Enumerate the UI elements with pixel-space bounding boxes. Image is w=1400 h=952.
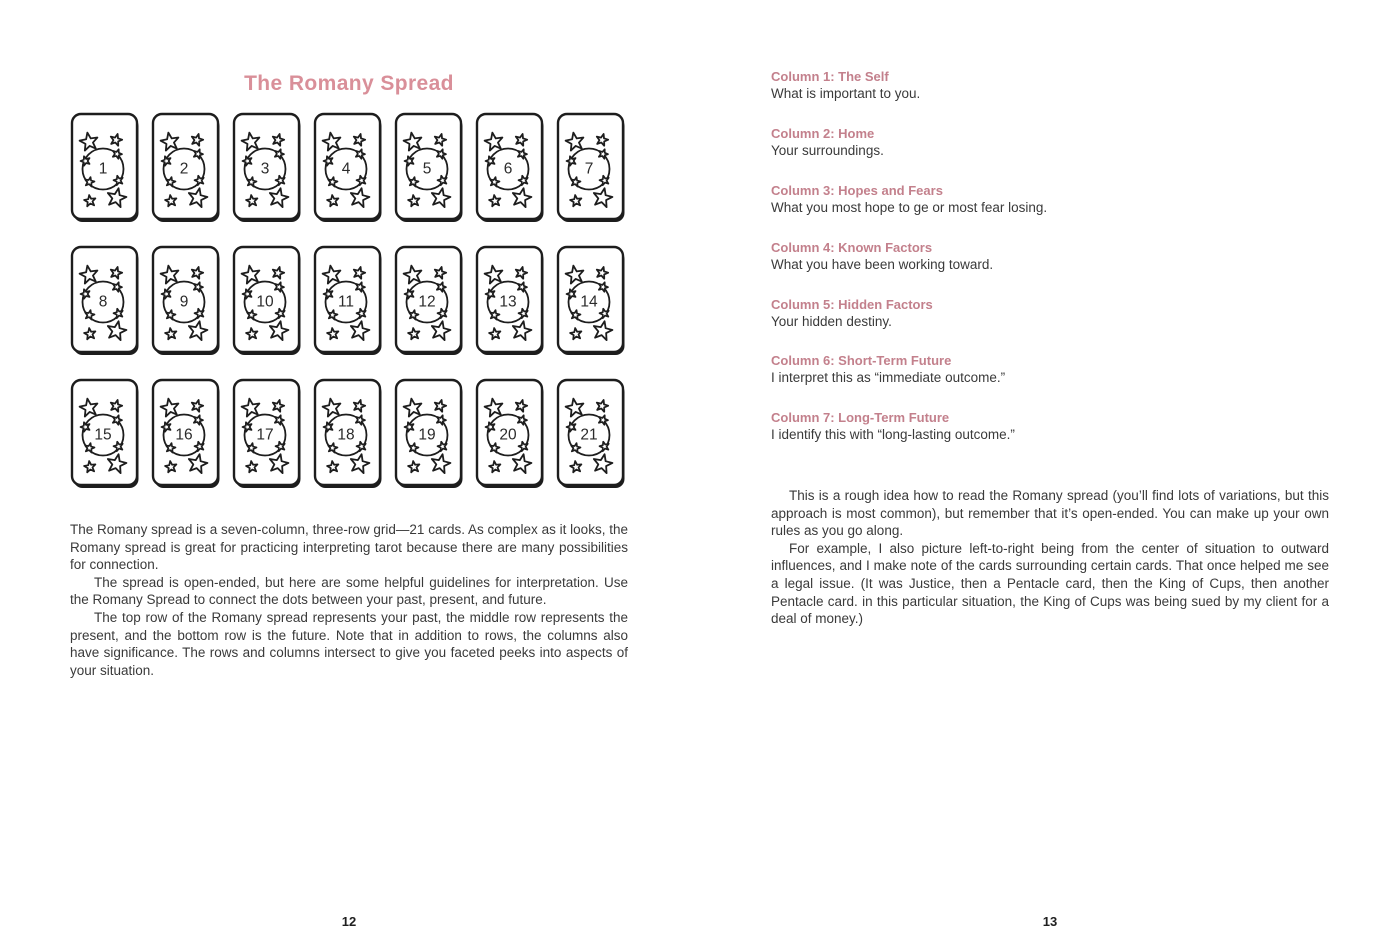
card-number: 8: [98, 293, 108, 311]
paragraph: This is a rough idea how to read the Romany spread (you’ll find lots of variations, but this approach is most common), but remember that it’s open-ended. You can make up your own rules as you go along.: [771, 488, 1329, 539]
tarot-card: [556, 245, 628, 357]
paragraph: For example, I also picture left-to-right being from the center of situation to outward influences, and I make note of the cards surrounding certain cards. That once helped me see a legal issue. (It was Justice, then a Pentacle card, then the King of Cups, then another Pentacle card. in this particular situation, the King of Cups was being sued by my client for a deal of money.): [771, 540, 1329, 627]
page-left: [70, 0, 628, 952]
column-heading: Column 1: The Self: [771, 69, 889, 84]
card-number: 21: [580, 426, 598, 444]
card-number: 15: [94, 426, 112, 444]
card-back-design: [475, 378, 547, 490]
card-number: 11: [337, 293, 355, 311]
card-number: 19: [418, 426, 436, 444]
card-back-design: [151, 112, 223, 224]
tarot-card: [313, 112, 385, 224]
tarot-card: [232, 245, 304, 357]
tarot-card: [475, 112, 547, 224]
card-number: 2: [179, 160, 189, 178]
tarot-card: [232, 378, 304, 490]
column-heading: Column 6: Short-Term Future: [771, 353, 952, 369]
tarot-card: [394, 245, 466, 357]
column-description: Your hidden destiny.: [771, 313, 892, 329]
tarot-card: [394, 112, 466, 224]
tarot-card: [151, 245, 223, 357]
column-description: Your surroundings.: [771, 142, 884, 158]
card-back-design: [232, 245, 304, 357]
column-guide: [771, 409, 1329, 444]
column-heading: Column 4: Known Factors: [771, 239, 933, 255]
card-back-design: [394, 112, 466, 224]
tarot-card: [313, 378, 385, 490]
card-number: 17: [256, 426, 274, 444]
card-back-design: [313, 378, 385, 490]
card-number: 10: [256, 293, 274, 311]
card-back-design: [151, 378, 223, 490]
card-back-design: [556, 378, 628, 490]
column-guide: [771, 68, 1329, 103]
page-title: The Romany Spread: [244, 72, 454, 95]
column-heading: Column 5: Hidden Factors: [771, 296, 933, 312]
card-number: 13: [499, 293, 517, 311]
card-back-design: [313, 245, 385, 357]
column-guide: [771, 296, 1329, 331]
tarot-card: [70, 245, 142, 357]
page-number-right: 13: [1042, 914, 1058, 929]
paragraph: The Romany spread is a seven-column, three-row grid—21 cards. As complex as it looks, the Romany spread is great for practicing interpreting tarot because there are many possibilities for connection.: [70, 522, 628, 573]
card-number: 6: [503, 160, 513, 178]
card-number: 14: [580, 293, 598, 311]
card-back-design: [313, 112, 385, 224]
column-heading: Column 3: Hopes and Fears: [771, 182, 943, 198]
card-back-design: [394, 245, 466, 357]
card-number: 7: [584, 160, 594, 178]
column-guide: [771, 352, 1329, 387]
column-heading: Column 7: Long-Term Future: [771, 410, 950, 426]
right-page-text: [771, 487, 1329, 628]
card-number: 18: [337, 426, 355, 444]
card-back-design: [556, 112, 628, 224]
column-guide-list: [771, 68, 1329, 466]
column-guide: [771, 239, 1329, 274]
column-description: I interpret this as “immediate outcome.”: [771, 370, 1006, 386]
tarot-card: [394, 378, 466, 490]
card-back-design: [70, 378, 142, 490]
card-number: 3: [260, 160, 270, 178]
card-back-design: [475, 245, 547, 357]
card-back-design: [70, 112, 142, 224]
card-back-design: [394, 378, 466, 490]
tarot-card: [556, 378, 628, 490]
card-back-design: [151, 245, 223, 357]
card-number: 20: [499, 426, 517, 444]
card-number: 12: [418, 293, 436, 311]
column-guide: [771, 182, 1329, 217]
tarot-card: [313, 245, 385, 357]
card-back-design: [475, 112, 547, 224]
column-guide: [771, 125, 1329, 160]
column-description: What is important to you.: [771, 86, 921, 101]
paragraph: The top row of the Romany spread represents your past, the middle row represents the present, and the bottom row is the future. Note that in addition to rows, the columns also have significance. The rows and columns intersect to give you faceted peeks into aspects of your situation.: [70, 609, 628, 678]
page-right: [771, 0, 1329, 952]
tarot-card: [232, 112, 304, 224]
tarot-card: [151, 378, 223, 490]
tarot-card: [475, 245, 547, 357]
tarot-card: [70, 378, 142, 490]
paragraph: The spread is open-ended, but here are some helpful guidelines for interpretation. Use the Romany Spread to connect the dots between your past, present, and future.: [70, 574, 628, 608]
card-back-design: [556, 245, 628, 357]
column-description: What you most hope to ge or most fear losing.: [771, 199, 1048, 215]
column-description: What you have been working toward.: [771, 256, 994, 272]
card-number: 4: [341, 160, 351, 178]
card-number: 9: [179, 293, 189, 311]
tarot-card: [151, 112, 223, 224]
card-number: 5: [422, 160, 432, 178]
card-back-design: [70, 245, 142, 357]
card-grid: [70, 112, 628, 490]
tarot-card: [475, 378, 547, 490]
card-number: 16: [175, 426, 193, 444]
card-back-design: [232, 112, 304, 224]
left-page-text: [70, 521, 628, 679]
tarot-card: [70, 112, 142, 224]
card-back-design: [232, 378, 304, 490]
tarot-card: [556, 112, 628, 224]
page-number-left: 12: [341, 914, 357, 929]
column-description: I identify this with “long-lasting outcome.”: [771, 427, 1015, 443]
card-number: 1: [98, 160, 108, 178]
column-heading: Column 2: Home: [771, 125, 875, 141]
